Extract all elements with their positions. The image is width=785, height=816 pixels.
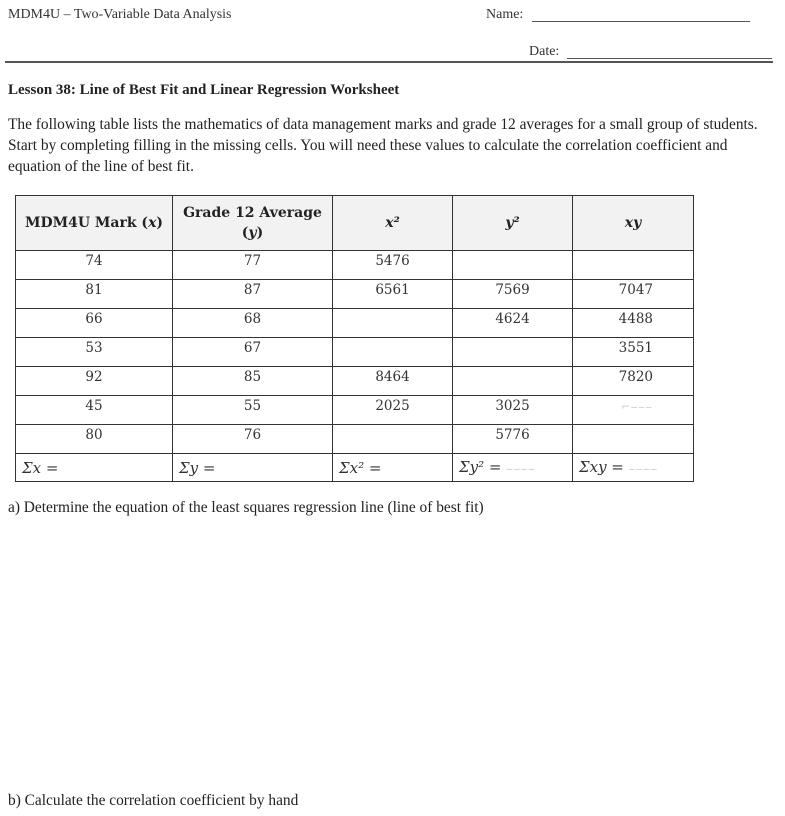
sum-y2-cell[interactable]: Σy² = ‒‒‒‒	[453, 454, 573, 482]
cell-x: 45	[16, 396, 173, 425]
cell-x2[interactable]: 6561	[333, 280, 453, 309]
question-a: a) Determine the equation of the least squares regression line (line of best fit)	[8, 499, 484, 516]
table-row	[16, 251, 694, 280]
header-divider	[5, 61, 773, 63]
cell-x2[interactable]	[333, 425, 453, 454]
cell-x: 53	[16, 338, 173, 367]
cell-x2[interactable]	[333, 338, 453, 367]
cell-y: 55	[173, 396, 333, 425]
faint-mark: ‒‒‒‒	[628, 463, 659, 475]
cell-y: 87	[173, 280, 333, 309]
cell-y: 67	[173, 338, 333, 367]
table-header-row	[16, 196, 694, 251]
cell-xy[interactable]: 3551	[573, 338, 694, 367]
sum-x2-cell[interactable]: Σx² =	[333, 454, 453, 482]
question-b: b) Calculate the correlation coefficient by hand	[8, 792, 299, 809]
table-row	[16, 338, 694, 367]
cell-x: 80	[16, 425, 173, 454]
cell-x: 74	[16, 251, 173, 280]
cell-y: 77	[173, 251, 333, 280]
lesson-title: Lesson 38: Line of Best Fit and Linear Regression Worksheet	[8, 82, 400, 98]
cell-xy[interactable]: 4488	[573, 309, 694, 338]
sum-xy-cell[interactable]: Σxy = ‒‒‒‒	[573, 454, 694, 482]
col-header-y2: y²	[453, 196, 573, 251]
faint-mark: ‒‒‒‒	[506, 463, 536, 475]
cell-x2[interactable]: 8464	[333, 367, 453, 396]
data-table	[15, 195, 694, 482]
col-header-x: MDM4U Mark (x)	[16, 196, 173, 251]
cell-x2[interactable]: 5476	[333, 251, 453, 280]
sum-y-cell[interactable]: Σy =	[173, 454, 333, 482]
cell-y2[interactable]: 7569	[453, 280, 573, 309]
table-row	[16, 396, 694, 425]
cell-xy[interactable]	[573, 396, 694, 425]
table-row	[16, 367, 694, 396]
date-field[interactable]	[567, 58, 772, 59]
table-row	[16, 280, 694, 309]
table-row	[16, 425, 694, 454]
cell-y2[interactable]: 3025	[453, 396, 573, 425]
col-header-y: Grade 12 Average (y)	[173, 196, 333, 251]
col-header-xy: xy	[573, 196, 694, 251]
name-field[interactable]	[532, 21, 750, 22]
cell-y2[interactable]: 4624	[453, 309, 573, 338]
table-row	[16, 309, 694, 338]
cell-xy[interactable]: 7047	[573, 280, 694, 309]
date-label: Date:	[529, 44, 560, 59]
name-label: Name:	[486, 7, 524, 22]
cell-xy[interactable]	[573, 425, 694, 454]
cell-x: 66	[16, 309, 173, 338]
cell-x: 81	[16, 280, 173, 309]
cell-y2[interactable]	[453, 251, 573, 280]
cell-xy[interactable]: 7820	[573, 367, 694, 396]
cell-y: 76	[173, 425, 333, 454]
sum-x-cell[interactable]: Σx =	[16, 454, 173, 482]
col-header-x2: x²	[333, 196, 453, 251]
course-title: MDM4U – Two-Variable Data Analysis	[8, 7, 232, 22]
cell-xy[interactable]	[573, 251, 694, 280]
intro-paragraph: The following table lists the mathematics of data management marks and grade 12 averages for a small group of students. Start by completing filling in the missing cells. You will need these values to calculate the correlation coefficient and equation of the line of best fit.	[8, 116, 758, 175]
faint-mark: ⌐‒‒‒	[621, 402, 653, 413]
cell-y2[interactable]: 5776	[453, 425, 573, 454]
cell-y2[interactable]	[453, 367, 573, 396]
cell-y: 68	[173, 309, 333, 338]
cell-x: 92	[16, 367, 173, 396]
cell-x2[interactable]	[333, 309, 453, 338]
cell-y2[interactable]	[453, 338, 573, 367]
sum-row	[16, 454, 694, 482]
cell-y: 85	[173, 367, 333, 396]
cell-x2[interactable]: 2025	[333, 396, 453, 425]
